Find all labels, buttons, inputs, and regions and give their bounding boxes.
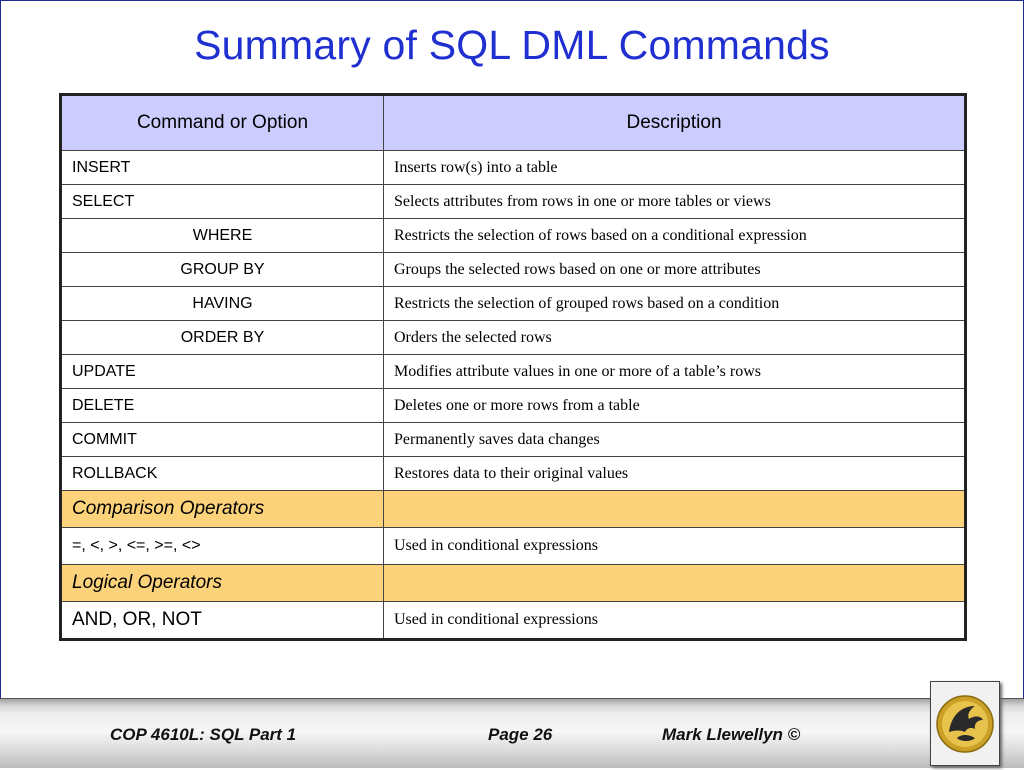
footer-page-number: Page 26 [488,725,553,744]
table-row [61,355,966,389]
description-cell: Selects attributes from rows in one or more tables or views [384,185,966,219]
section-label: Logical Operators [61,565,384,602]
section-empty-cell [384,565,966,602]
description-cell: Restricts the selection of rows based on a conditional expression [384,219,966,253]
command-cell: DELETE [61,389,384,423]
table-row [61,219,966,253]
description-cell: Used in conditional expressions [384,528,966,565]
section-row-logical [61,565,966,602]
table-row [61,602,966,640]
table-header-row [61,95,966,151]
command-cell: COMMIT [61,423,384,457]
option-cell: ORDER BY [61,321,384,355]
description-cell: Deletes one or more rows from a table [384,389,966,423]
description-cell: Groups the selected rows based on one or more attributes [384,253,966,287]
description-cell: Permanently saves data changes [384,423,966,457]
command-cell: SELECT [61,185,384,219]
section-label: Comparison Operators [61,491,384,528]
operators-cell: AND, OR, NOT [61,602,384,640]
table-row [61,287,966,321]
option-cell: HAVING [61,287,384,321]
section-row-comparison [61,491,966,528]
table-row [61,151,966,185]
ucf-pegasus-logo-icon [930,681,1000,766]
description-cell: Orders the selected rows [384,321,966,355]
table-row [61,528,966,565]
dml-commands-table [59,93,967,641]
footer-divider [0,698,1024,699]
command-cell: UPDATE [61,355,384,389]
table-row [61,321,966,355]
option-cell: GROUP BY [61,253,384,287]
description-cell: Modifies attribute values in one or more of a table’s rows [384,355,966,389]
description-cell: Restores data to their original values [384,457,966,491]
description-cell: Restricts the selection of grouped rows based on a condition [384,287,966,321]
description-cell: Used in conditional expressions [384,602,966,640]
footer-author: Mark Llewellyn © [662,725,801,744]
table-row [61,185,966,219]
operators-cell: =, <, >, <=, >=, <> [61,528,384,565]
column-header-command: Command or Option [61,95,384,151]
table-row [61,423,966,457]
command-cell: ROLLBACK [61,457,384,491]
command-cell: INSERT [61,151,384,185]
table-row [61,457,966,491]
description-cell: Inserts row(s) into a table [384,151,966,185]
footer-course: COP 4610L: SQL Part 1 [110,725,297,744]
table-row [61,389,966,423]
section-empty-cell [384,491,966,528]
column-header-description: Description [384,95,966,151]
option-cell: WHERE [61,219,384,253]
slide-title: Summary of SQL DML Commands [194,22,830,68]
table-row [61,253,966,287]
